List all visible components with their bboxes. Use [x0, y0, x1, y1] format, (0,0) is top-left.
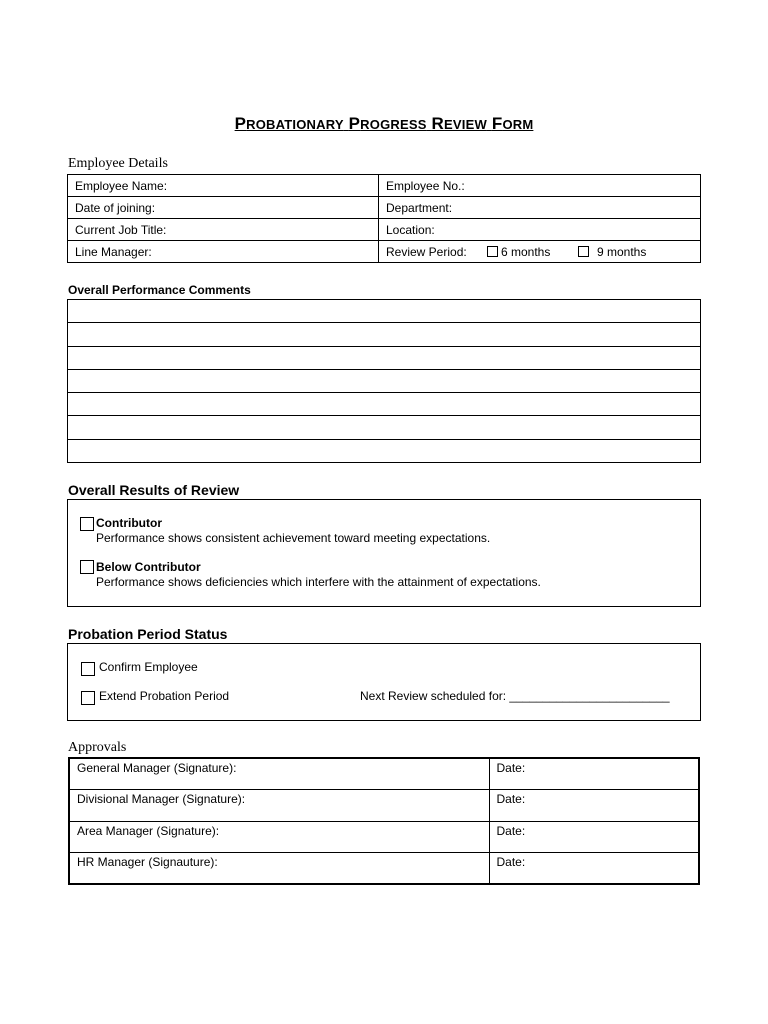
comment-line	[68, 369, 701, 392]
confirm-employee-checkbox[interactable]	[81, 662, 95, 676]
comment-line-input[interactable]	[68, 369, 701, 392]
table-row	[69, 758, 699, 790]
nine-months-checkbox[interactable]	[578, 246, 589, 257]
extend-probation-label: Extend Probation Period	[99, 689, 230, 703]
employee-name-field[interactable]: Employee Name:	[68, 175, 379, 197]
hr-manager-date-field[interactable]: Date:	[489, 853, 699, 885]
performance-comments-heading: Overall Performance Comments	[68, 283, 251, 297]
table-row	[69, 790, 699, 822]
hr-manager-signature-field[interactable]: HR Manager (Signauture):	[69, 853, 489, 885]
comment-line	[68, 323, 701, 346]
comment-line	[68, 416, 701, 439]
six-months-checkbox[interactable]	[487, 246, 498, 257]
line-manager-field[interactable]: Line Manager:	[68, 241, 379, 263]
area-manager-signature-field[interactable]: Area Manager (Signature):	[69, 821, 489, 853]
current-job-title-field[interactable]: Current Job Title:	[68, 219, 379, 241]
six-months-label: 6 months	[501, 244, 551, 259]
table-row	[69, 821, 699, 853]
form-title: PROBATIONARY PROGRESS REVIEW FORM	[234, 114, 534, 133]
below-contributor-description: Performance shows deficiencies which interfere with the attainment of expectations.	[96, 575, 541, 589]
divisional-manager-signature-field[interactable]: Divisional Manager (Signature):	[69, 790, 489, 822]
employee-no-field[interactable]: Employee No.:	[379, 175, 701, 197]
divisional-manager-date-field[interactable]: Date:	[489, 790, 699, 822]
employee-details-heading: Employee Details	[68, 156, 168, 171]
general-manager-date-field[interactable]: Date:	[489, 758, 699, 790]
table-row	[68, 241, 701, 263]
comment-line-input[interactable]	[68, 346, 701, 369]
comment-line-input[interactable]	[68, 323, 701, 346]
table-row	[68, 175, 701, 197]
below-contributor-label: Below Contributor	[96, 560, 201, 574]
contributor-label: Contributor	[96, 516, 162, 530]
review-period-field	[379, 241, 701, 263]
comment-line-input[interactable]	[68, 416, 701, 439]
comment-line-input[interactable]	[68, 393, 701, 416]
department-field[interactable]: Department:	[379, 197, 701, 219]
approvals-heading: Approvals	[68, 740, 127, 755]
contributor-checkbox[interactable]	[80, 517, 94, 531]
general-manager-signature-field[interactable]: General Manager (Signature):	[69, 758, 489, 790]
location-field[interactable]: Location:	[379, 219, 701, 241]
review-period-label: Review Period:	[386, 244, 467, 259]
comment-line	[68, 346, 701, 369]
results-box	[67, 499, 701, 607]
area-manager-date-field[interactable]: Date:	[489, 821, 699, 853]
performance-comments-table	[67, 299, 701, 463]
probation-status-box	[67, 643, 701, 721]
comment-line	[68, 300, 701, 323]
approvals-table	[68, 757, 700, 885]
below-contributor-checkbox[interactable]	[80, 560, 94, 574]
table-row	[69, 853, 699, 885]
probation-status-heading: Probation Period Status	[68, 626, 228, 642]
comment-line	[68, 393, 701, 416]
table-row	[68, 197, 701, 219]
nine-months-label: 9 months	[597, 244, 647, 259]
table-row	[68, 219, 701, 241]
extend-probation-checkbox[interactable]	[81, 691, 95, 705]
comment-line-input[interactable]	[68, 439, 701, 462]
results-heading: Overall Results of Review	[68, 482, 240, 498]
confirm-employee-label: Confirm Employee	[99, 660, 198, 674]
next-review-field[interactable]: Next Review scheduled for: ________________________	[360, 689, 670, 703]
employee-details-table	[67, 174, 701, 263]
comment-line	[68, 439, 701, 462]
contributor-description: Performance shows consistent achievement toward meeting expectations.	[96, 531, 491, 545]
comment-line-input[interactable]	[68, 300, 701, 323]
date-of-joining-field[interactable]: Date of joining:	[68, 197, 379, 219]
